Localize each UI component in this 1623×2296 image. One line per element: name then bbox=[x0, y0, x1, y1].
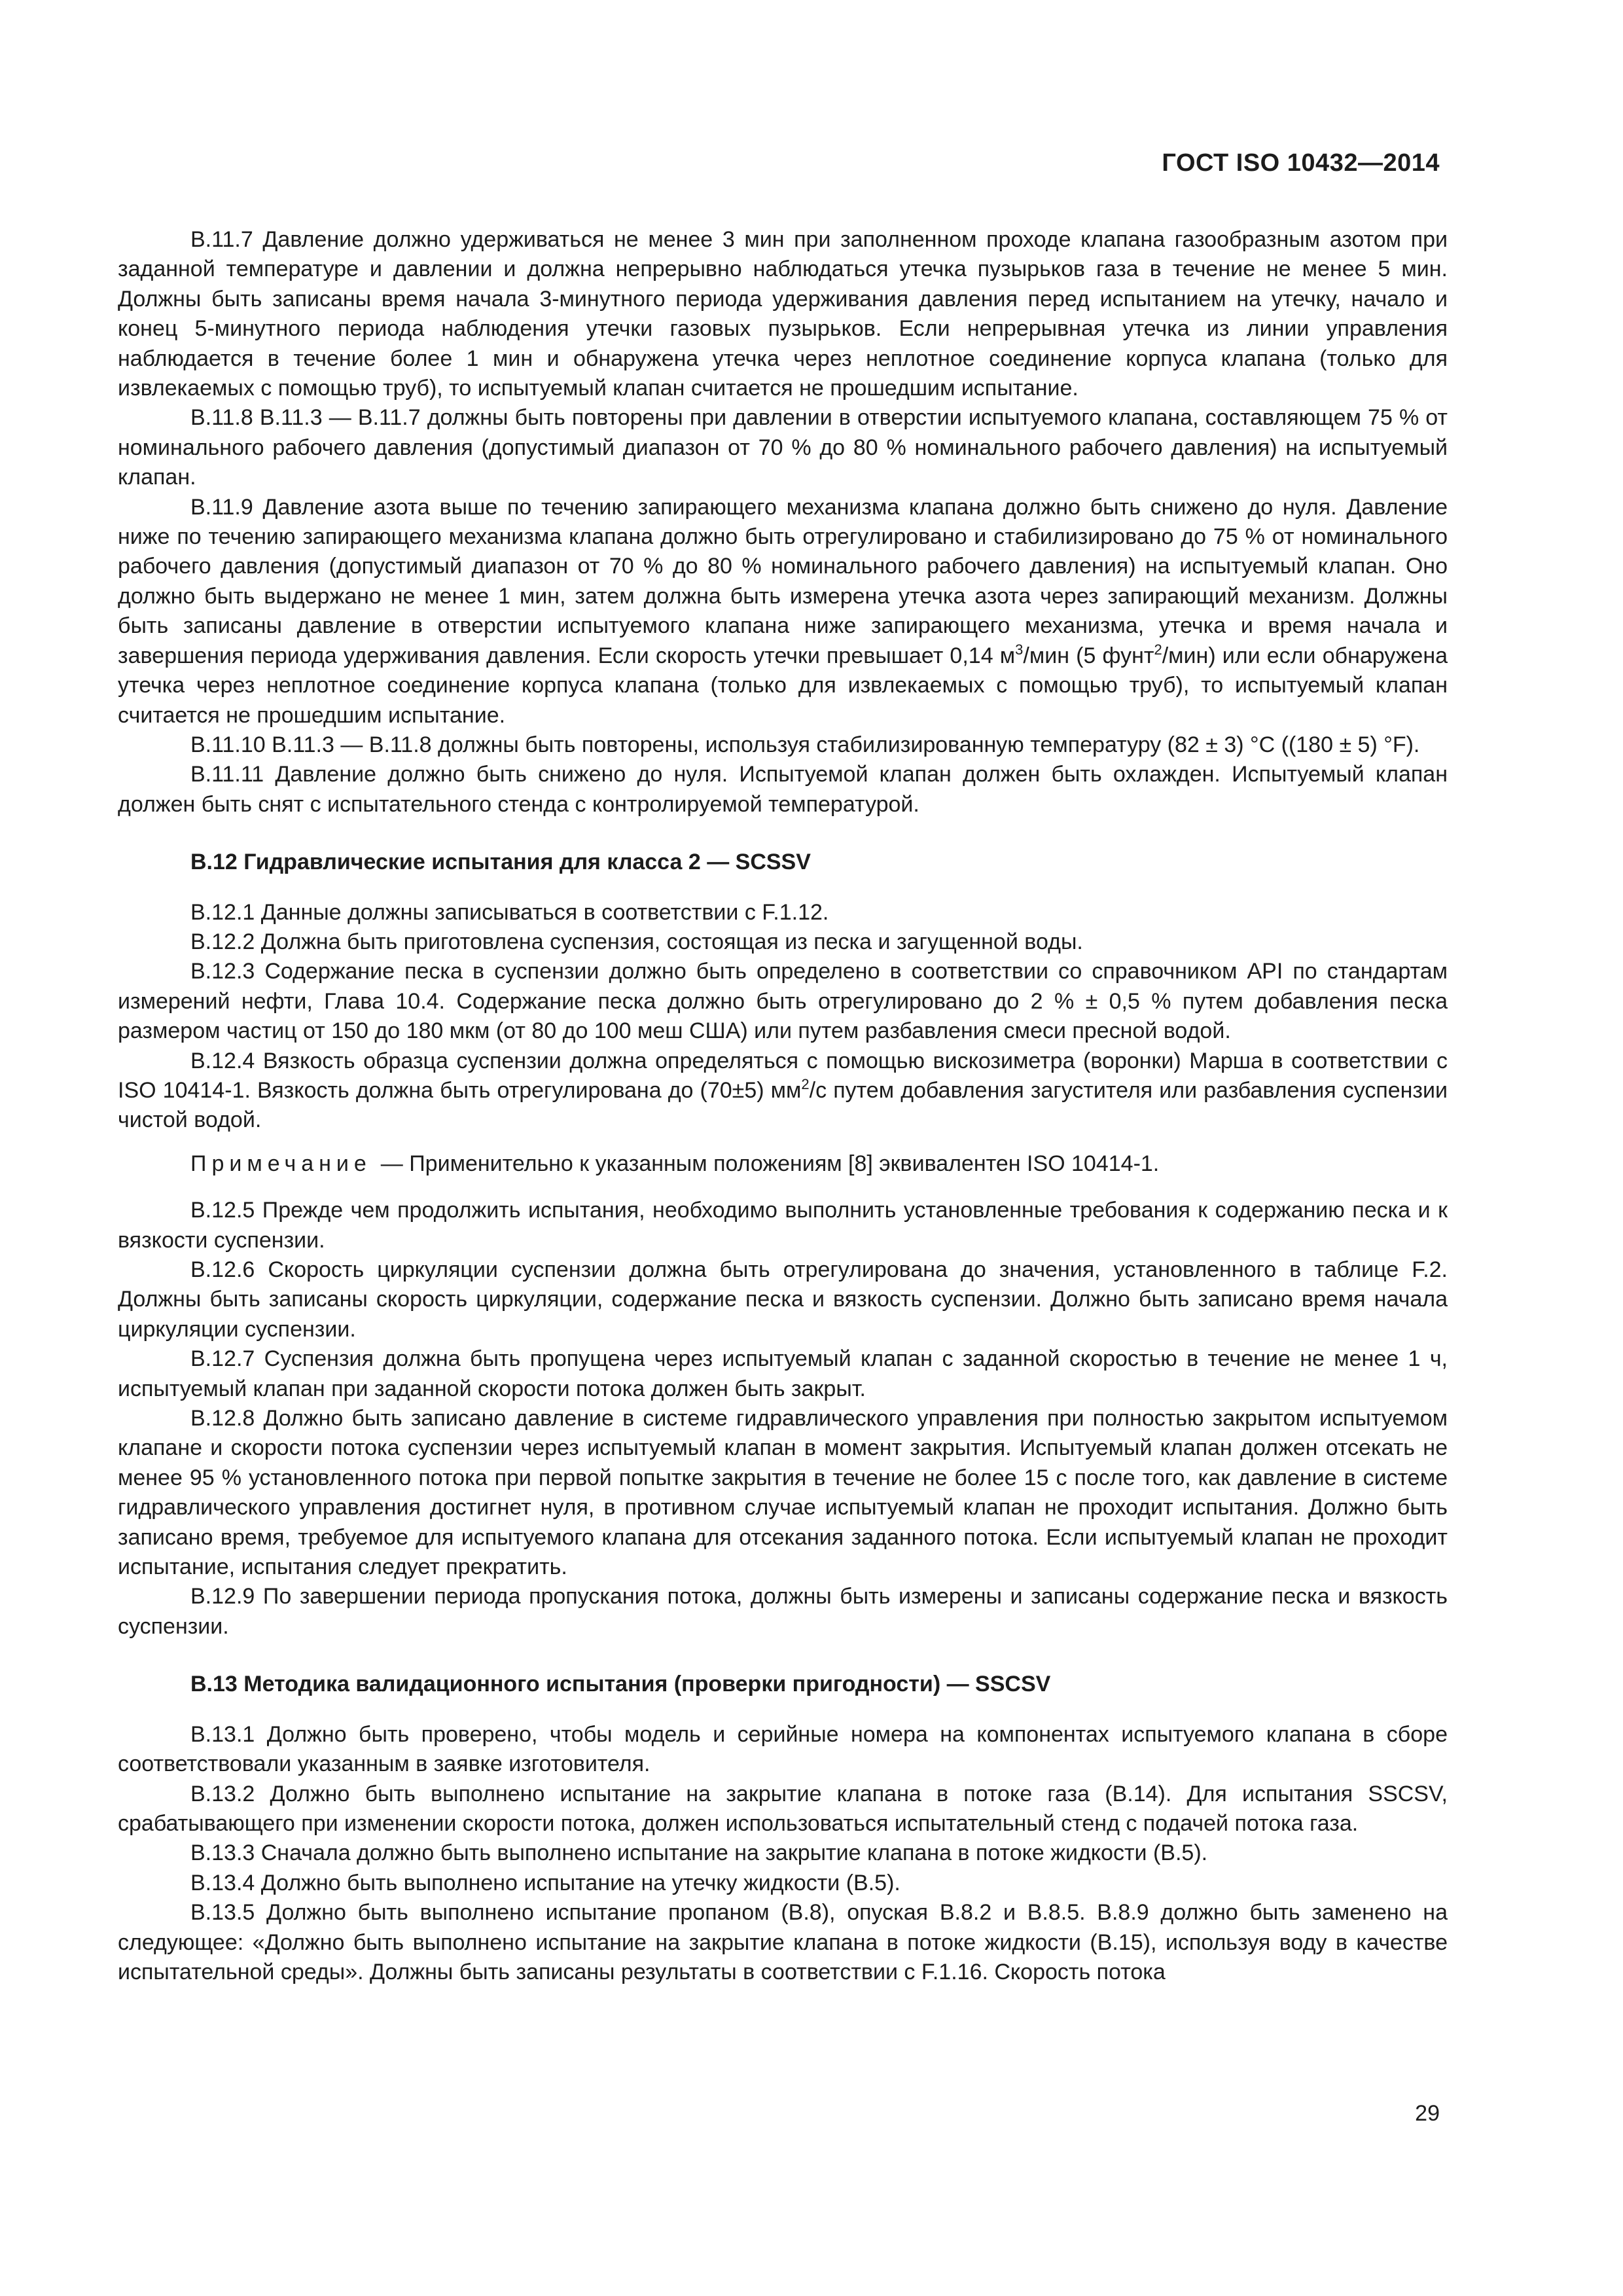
paragraph-b-12-4 bbox=[118, 1047, 1448, 1136]
paragraph-b-12-9: B.12.9 По завершении периода пропускания потока, должны быть измерены и записаны содержание песка и вязкость суспензии. bbox=[118, 1584, 1448, 1639]
paragraph-b-11-8: B.11.8 B.11.3 — B.11.7 должны быть повторены при давлении в отверстии испытуемого клапана, составляющем 75 % от номинального рабочего давления (допустимый диапазон от 70 % до 80 % номинального рабочего давления) на испытуемый клапан. bbox=[118, 405, 1448, 490]
paragraph-b-11-9-part-b: /мин (5 фунт bbox=[1023, 643, 1154, 668]
paragraph-b-12-5: B.12.5 Прежде чем продолжить испытания, необходимо выполнить установленные требования к содержанию песка и к вязкости суспензии. bbox=[118, 1198, 1448, 1253]
page-number: 29 bbox=[1415, 2101, 1440, 2126]
paragraph-b-13-5: B.13.5 Должно быть выполнено испытание пропаном (B.8), опуская B.8.2 и B.8.5. B.8.9 должно быть заменено на следующее: «Должно быть выполнено испытание на закрытие клапана в потоке жидкости (B.15), используя воду в качестве испытательной среды». Должны быть записаны результаты в соответствии с F.1.16. Скорость потока bbox=[118, 1900, 1448, 1984]
note-text: — Применительно к указанным положениям [8] эквивалентен ISO 10414-1. bbox=[380, 1151, 1160, 1176]
superscript-square-mm: 2 bbox=[801, 1075, 810, 1092]
paragraph-b-13-3: B.13.3 Сначала должно быть выполнено испытание на закрытие клапана в потоке жидкости (B.5). bbox=[190, 1840, 1208, 1866]
paragraph-b-12-4-part-b: /с путем добавления загустителя или разбавления суспензии чистой водой. bbox=[118, 1077, 1448, 1133]
paragraph-b-12-6: B.12.6 Скорость циркуляции суспензии должна быть отрегулирована до значения, установленного в таблице F.2. Должны быть записаны скорость циркуляции, содержание песка и вязкость суспензии. Должно быть записано время начала циркуляции суспензии. bbox=[118, 1257, 1448, 1342]
standard-header: ГОСТ ISO 10432—2014 bbox=[1162, 149, 1440, 177]
paragraph-b-11-9-part-a: B.11.9 Давление азота выше по течению запирающего механизма клапана должно быть снижено до нуля. Давление ниже по течению запирающего механизма клапана должно быть отрегулировано и стабилизировано до 75 % от номинального рабочего давления (допустимый диапазон от 70 % до 80 % номинального рабочего давления) на испытуемый клапан. Оно должно быть выдержано не менее 1 мин, затем должна быть измерена утечка азота через запирающий механизм. Должны быть записаны давление в отверстии испытуемого клапана ниже запирающего механизма, утечка и время начала и завершения периода удерживания давления. Если скорость утечки превышает 0,14 м bbox=[118, 494, 1448, 668]
superscript-cubic: 3 bbox=[1015, 641, 1024, 658]
paragraph-b-11-11: B.11.11 Давление должно быть снижено до нуля. Испытуемой клапан должен быть охлажден. Испытуемый клапан должен быть снят с испытательного стенда с контролируемой температурой. bbox=[118, 762, 1448, 817]
section-heading-b-13: B.13 Методика валидационного испытания (проверки пригодности) — SSCSV bbox=[190, 1672, 1051, 1697]
section-heading-b-12: B.12 Гидравлические испытания для класса 2 — SCSSV bbox=[190, 850, 811, 875]
paragraph-b-11-9 bbox=[118, 493, 1448, 730]
paragraph-b-11-7: B.11.7 Давление должно удерживаться не менее 3 мин при заполненном проходе клапана газообразным азотом при заданной температуре и давлении и должна непрерывно наблюдаться утечка пузырьков газа в течение не менее 5 мин. Должны быть записаны время начала 3-минутного периода удерживания давления перед испытанием на утечку, начало и конец 5-минутного периода наблюдения утечки газовых пузырьков. Если непрерывная утечка из линии управления наблюдается в течение более 1 мин и обнаружена утечка через неплотное соединение корпуса клапана (только для извлекаемых с помощью труб), то испытуемый клапан считается не прошедшим испытание. bbox=[118, 227, 1448, 401]
paragraph-b-11-10: B.11.10 B.11.3 — B.11.8 должны быть повторены, используя стабилизированную температуру (82 ± 3) °С ((180 ± 5) °F). bbox=[190, 732, 1420, 757]
paragraph-b-13-2: B.13.2 Должно быть выполнено испытание на закрытие клапана в потоке газа (B.14). Для испытания SSCSV, срабатывающего при изменении скорости потока, должен использоваться испытательный стенд с подачей потока газа. bbox=[118, 1781, 1448, 1836]
paragraph-b-12-3: B.12.3 Содержание песка в суспензии должно быть определено в соответствии со справочником API по стандартам измерений нефти, Глава 10.4. Содержание песка должно быть отрегулировано до 2 % ± 0,5 % путем добавления песка размером частиц от 150 до 180 мкм (от 80 до 100 меш США) или путем разбавления смеси пресной водой. bbox=[118, 959, 1448, 1044]
superscript-square: 2 bbox=[1154, 641, 1162, 658]
note-label: Примечание bbox=[190, 1151, 372, 1176]
paragraph-b-13-1: B.13.1 Должно быть проверено, чтобы модель и серийные номера на компонентах испытуемого клапана в сборе соответствовали указанным в заявке изготовителя. bbox=[118, 1721, 1448, 1777]
paragraph-b-12-2: B.12.2 Должна быть приготовлена суспензия, состоящая из песка и загущенной воды. bbox=[190, 929, 1083, 954]
paragraph-b-12-8: B.12.8 Должно быть записано давление в системе гидравлического управления при полностью закрытом испытуемом клапане и скорости потока суспензии через испытуемый клапан в момент закрытия. Испытуемый клапан должен отсекать не менее 95 % установленного потока при первой попытке закрытия в течение не более 15 с после того, как давление в системе гидравлического управления достигнет нуля, в противном случае испытуемый клапан не проходит испытания. Должно быть записано время, требуемое для испытуемого клапана для отсекания заданного потока. Если испытуемый клапан не проходит испытание, испытания следует прекратить. bbox=[118, 1406, 1448, 1580]
paragraph-b-11-9-part-c: /мин) или если обнаружена утечка через неплотное соединение корпуса клапана (только для извлекаемых с помощью труб), то испытуемый клапан считается не прошедшим испытание. bbox=[118, 643, 1448, 728]
paragraph-b-12-4-part-a: B.12.4 Вязкость образца суспензии должна определяться с помощью вискозиметра (воронки) Марша в соответствии с ISO 10414-1. Вязкость должна быть отрегулирована до (70±5) мм bbox=[118, 1048, 1448, 1103]
paragraph-b-13-4: B.13.4 Должно быть выполнено испытание на утечку жидкости (B.5). bbox=[190, 1870, 901, 1895]
document-body bbox=[118, 225, 1448, 1987]
note bbox=[118, 1149, 1448, 1179]
paragraph-b-12-1: B.12.1 Данные должны записываться в соответствии с F.1.12. bbox=[190, 899, 829, 925]
paragraph-b-12-7: B.12.7 Суспензия должна быть пропущена через испытуемый клапан с заданной скоростью в течение не менее 1 ч, испытуемый клапан при заданной скорости потока должен быть закрыт. bbox=[118, 1346, 1448, 1401]
